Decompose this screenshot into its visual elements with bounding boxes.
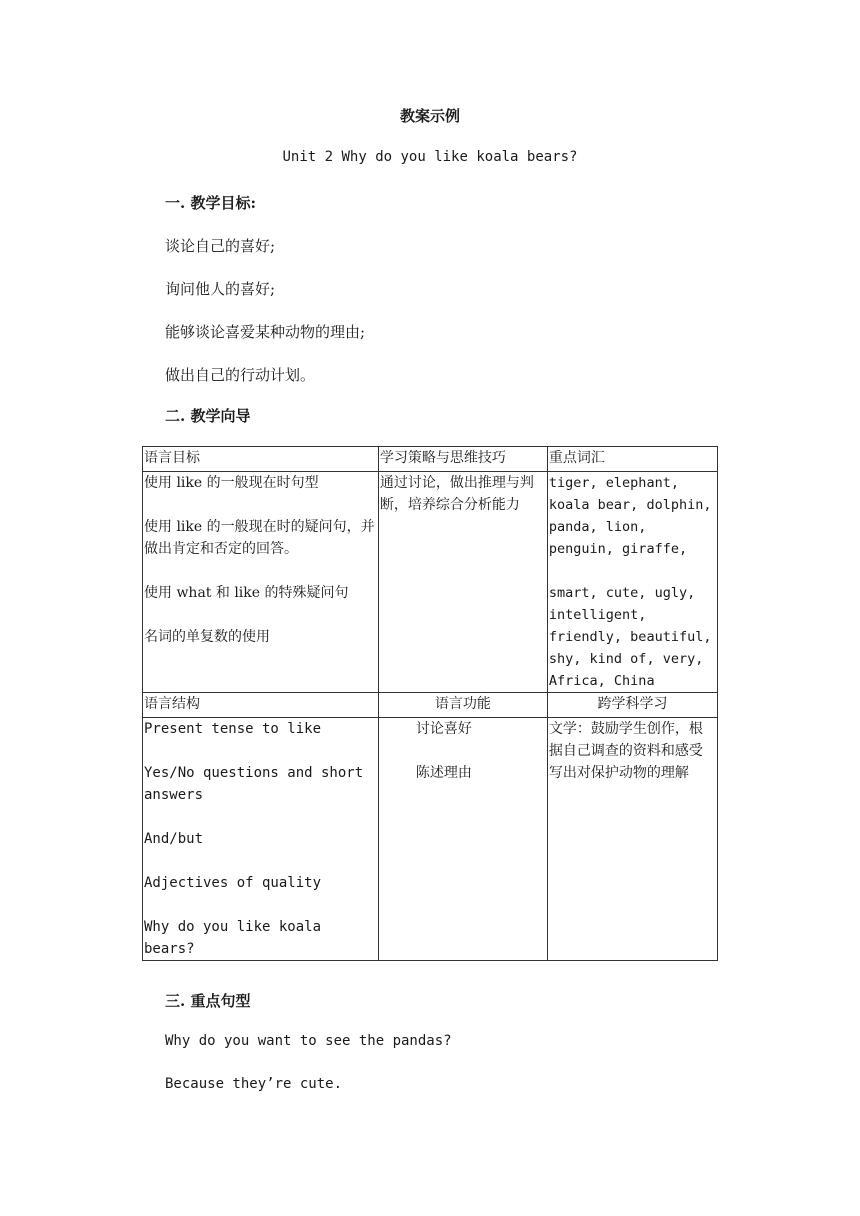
structure-item: Adjectives of quality bbox=[144, 875, 322, 891]
document-title: 教案示例 bbox=[399, 107, 460, 125]
section2-heading: 二. 教学向导 bbox=[165, 407, 251, 425]
section1-heading: 一. 教学目标: bbox=[165, 194, 256, 212]
strategy-cell: 通过讨论，做出推理与判断，培养综合分析能力 bbox=[378, 472, 547, 693]
table-row bbox=[143, 718, 718, 961]
key-sentence: Why do you want to see the pandas? bbox=[165, 1033, 452, 1049]
function-item: 讨论喜好 bbox=[415, 721, 472, 737]
document-subtitle: Unit 2 Why do you like koala bears? bbox=[282, 149, 578, 165]
objective-item: 做出自己的行动计划。 bbox=[165, 366, 316, 384]
cross-curricular-cell: 文学：鼓励学生创作，根据自己调查的资料和感受写出对保护动物的理解 bbox=[547, 718, 717, 961]
table-header-row bbox=[143, 693, 718, 718]
header-language-structure: 语言结构 bbox=[143, 693, 379, 718]
header-language-goals: 语言目标 bbox=[143, 447, 379, 472]
goal-item: 使用 like 的一般现在时的疑问句，并做出肯定和否定的回答。 bbox=[144, 519, 375, 557]
table-header-row bbox=[143, 447, 718, 472]
vocabulary-adjectives: smart, cute, ugly, intelligent, friendly, beautiful, shy, kind of, very, Africa, China bbox=[548, 585, 712, 689]
key-sentence: Because they’re cute. bbox=[165, 1076, 343, 1092]
section3-heading: 三. 重点句型 bbox=[165, 992, 251, 1010]
header-cross-curricular: 跨学科学习 bbox=[547, 693, 717, 718]
objective-item: 询问他人的喜好; bbox=[165, 280, 276, 298]
language-function-cell bbox=[378, 718, 547, 961]
goal-item: 使用 like 的一般现在时句型 bbox=[144, 475, 319, 491]
objective-item: 谈论自己的喜好; bbox=[165, 237, 276, 255]
header-language-function: 语言功能 bbox=[378, 693, 547, 718]
header-key-vocabulary: 重点词汇 bbox=[547, 447, 717, 472]
structure-item: Present tense to like bbox=[144, 721, 322, 737]
structure-item: Yes/No questions and short answers bbox=[144, 765, 364, 803]
teaching-guide-table bbox=[142, 446, 718, 961]
function-item: 陈述理由 bbox=[415, 765, 472, 781]
objective-item: 能够谈论喜爱某种动物的理由; bbox=[165, 323, 366, 341]
structure-item: And/but bbox=[144, 831, 204, 847]
table-row bbox=[143, 472, 718, 693]
goal-item: 使用 what 和 like 的特殊疑问句 bbox=[144, 585, 349, 601]
vocabulary-animals: tiger, elephant, koala bear, dolphin, panda, lion, penguin, giraffe, bbox=[548, 475, 712, 557]
vocabulary-cell bbox=[547, 472, 717, 693]
header-strategies: 学习策略与思维技巧 bbox=[378, 447, 547, 472]
structure-item: Why do you like koala bears? bbox=[144, 919, 322, 957]
goal-item: 名词的单复数的使用 bbox=[144, 629, 270, 645]
language-goals-cell bbox=[143, 472, 379, 693]
language-structure-cell bbox=[143, 718, 379, 961]
